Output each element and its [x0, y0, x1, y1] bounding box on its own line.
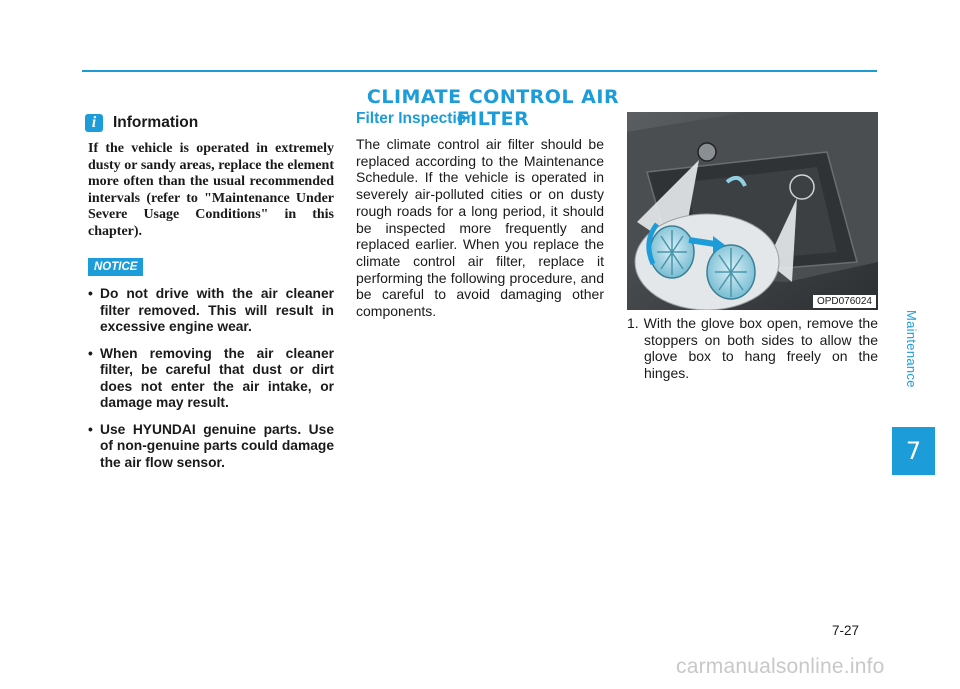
watermark: carmanualsonline.info: [676, 655, 885, 678]
section-title: CLIMATE CONTROL AIR FILTER: [366, 86, 620, 130]
notice-badge: NOTICE: [88, 258, 143, 276]
glove-box-illustration: [627, 112, 878, 310]
notice-item-text: Do not drive with the air cleaner filter removed. This will result in excessive engine wear.: [100, 286, 334, 334]
information-body: If the vehicle is operated in extremely dusty or sandy areas, replace the element more often than the usual recommended intervals (refer to "Maintenance Under Severe Usage Conditions" in this chapter).: [88, 141, 334, 239]
glove-box-drawing: [627, 112, 878, 310]
notice-item: [88, 286, 334, 336]
information-header: [85, 114, 198, 132]
notice-item: [88, 346, 334, 412]
notice-item-text: Use HYUNDAI genuine parts. Use of non-genuine parts could damage the air flow sensor.: [100, 421, 334, 470]
notice-list: [88, 286, 334, 481]
page-number: 7-27: [832, 623, 860, 638]
notice-item: [88, 422, 334, 472]
bullet-icon: •: [88, 286, 93, 301]
chapter-number-tab: 7: [892, 427, 935, 475]
bullet-icon: •: [88, 345, 93, 361]
figure-caption: OPD076024: [813, 295, 876, 308]
notice-item-text: When removing the air cleaner filter, be careful that dust or dirt does not enter the air intake, or damage may result.: [100, 345, 334, 410]
bullet-icon: •: [88, 421, 93, 437]
top-rule: [82, 70, 877, 72]
step-1: 1. With the glove box open, remove the stoppers on both sides to allow the glove box to hang freely on the hinges.: [627, 315, 878, 382]
information-title: Information: [113, 114, 199, 131]
filter-inspection-body: The climate control air filter should be replaced according to the Maintenance Schedule. If the vehicle is operated in severely air-polluted cities or on dusty rough roads for a long period, it should be inspected more frequently and replaced earlier. When you replace the climate control air filter, replace it performing the following procedure, and be careful to avoid damaging other components.: [356, 136, 604, 320]
filter-inspection-heading: Filter Inspection: [356, 110, 476, 127]
info-icon: i: [85, 114, 103, 132]
chapter-side-label: Maintenance: [904, 310, 919, 388]
